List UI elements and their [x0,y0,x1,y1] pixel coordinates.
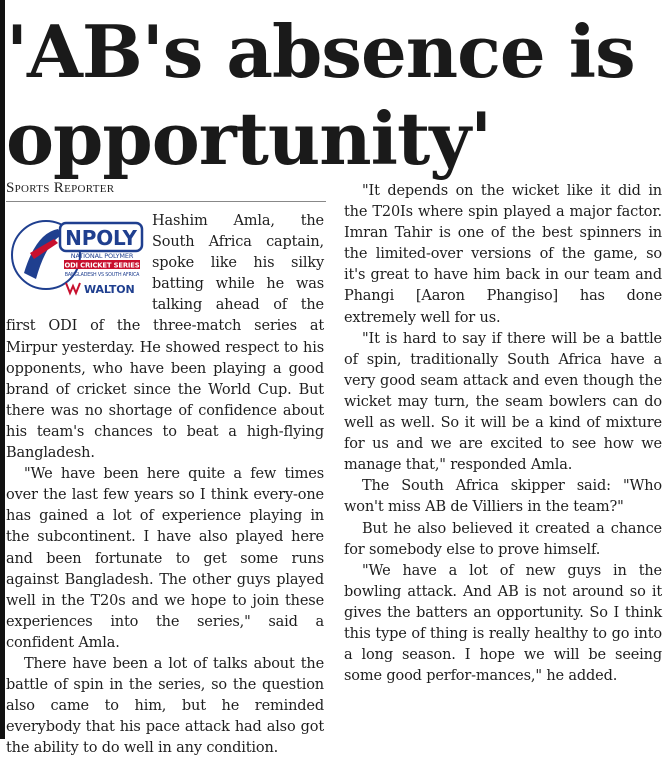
paragraph-8: "We have a lot of new guys in the bowling attack. And AB is not around so it gives the batters an opportunity. So I think this type of thing is really healthy to go into a long season. I hope we will be seeing some good perfor-mances," he added. [344,562,662,685]
left-edge-bar [0,0,5,739]
column-left [6,211,324,759]
logo-line3: BANGLADESH VS SOUTH AFRICA [64,273,140,278]
logo-sponsor: WALTON [84,283,135,296]
paragraph-6: The South Africa skipper said: "Who won't miss AB de Villiers in the team?" [344,478,662,516]
series-logo [6,213,146,297]
logo-brand: NPOLY [65,226,137,250]
paragraph-7: But he also believed it created a chance for somebody else to prove himself. [344,520,662,558]
cricket-series-logo-icon [6,213,146,297]
logo-line1: NATIONAL POLYMER [70,252,134,260]
paragraph-1: Hashim Amla, the South Africa captain, spoke like his silky batting while he was talking ahead of the first ODI of the three-match series at Mirpur yesterday. He showed respect to his opponents, who have been playing a good brand of cricket since the World Cup. But there was no shortage of confidence about his team's chances to beat a high-flying Bangladesh. [6,213,324,462]
paragraph-4: "It depends on the wicket like it did in the T20Is where spin played a major factor. Imran Tahir is one of the best spinners in the limited-over versions of the game, so it's great to have him back in our team and Phangi [Aaron Phangiso] has done extremely well for us. [344,183,662,326]
byline: Sports Reporter [6,180,115,196]
logo-line2: ODI CRICKET SERIES [64,261,140,270]
byline-divider [6,201,326,202]
paragraph-2: "We have been here quite a few times over the last few years so I think every-one has gained a lot of experience playing in the subcontinent. I have also played here and been fortunate to get some runs against Bangladesh. The other guys played well in the T20s and we hope to join these experiences into the series," said a confident Amla. [6,466,324,651]
headline: 'AB's absence is opportunity' [6,9,635,181]
column-right [344,181,662,687]
paragraph-3: There have been a lot of talks about the battle of spin in the series, so the question also came to him, but he reminded everybody that his pace attack had also got the ability to do well in any condition. [6,655,324,757]
paragraph-5: "It is hard to say if there will be a battle of spin, traditionally South Africa have a very good seam attack and even though the wicket may turn, the seam bowlers can do well as well. So it will be a kind of mixture for us and we are excited to see how we manage that," responded Amla. [344,330,662,474]
